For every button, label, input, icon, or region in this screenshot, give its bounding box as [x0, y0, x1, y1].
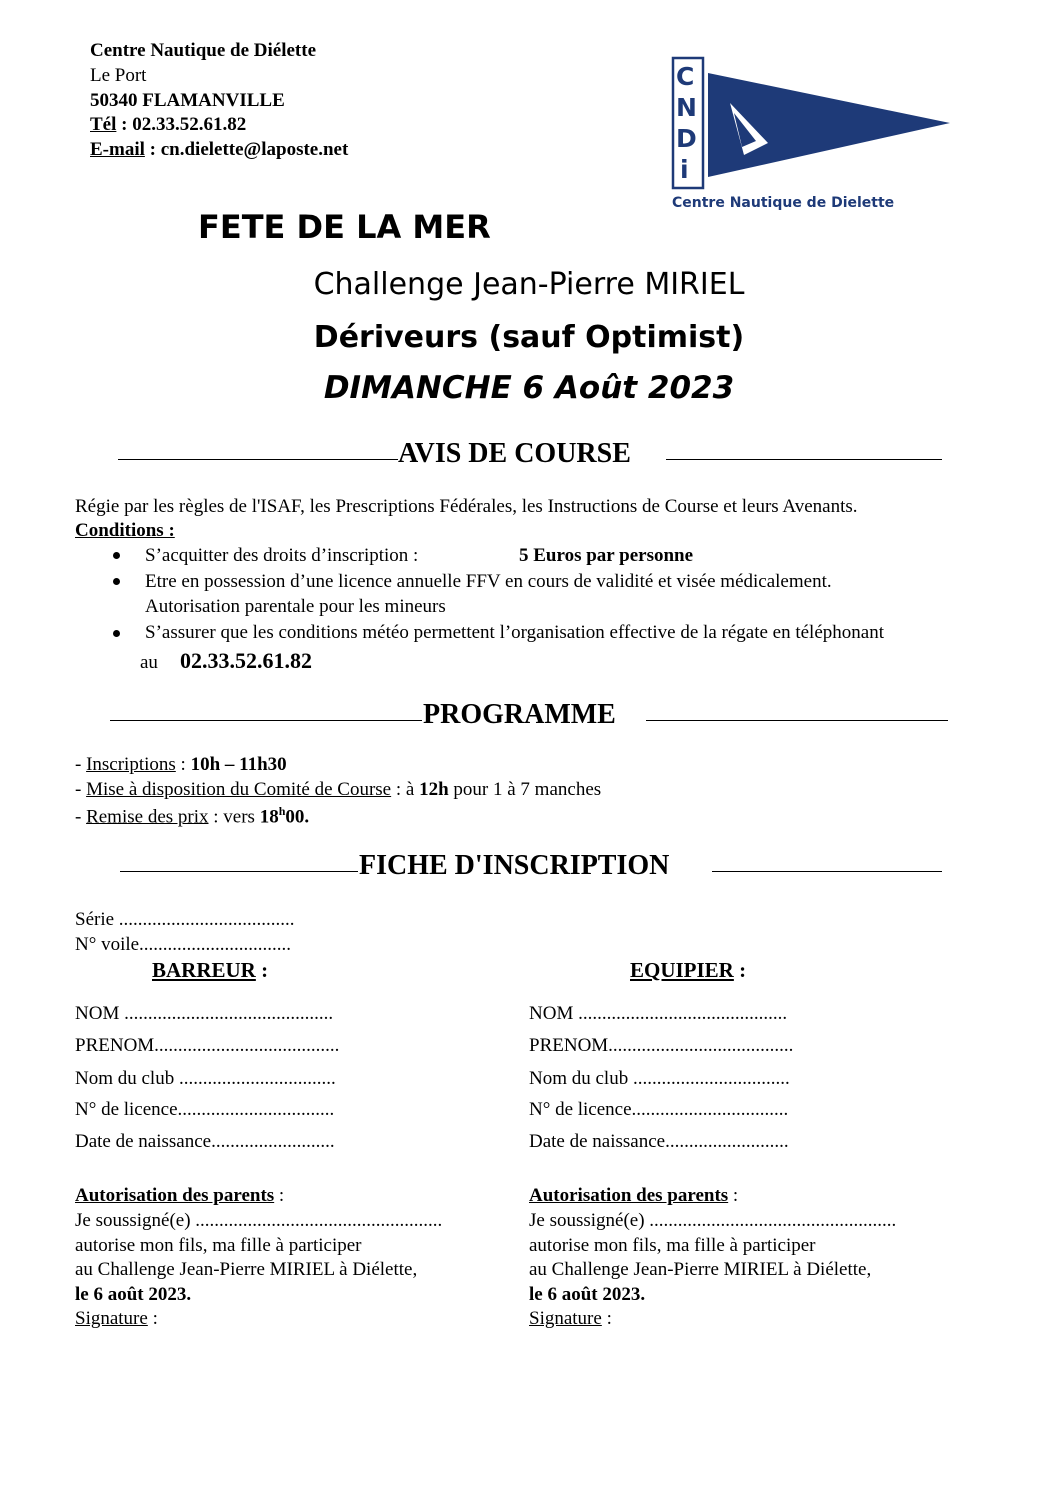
row-sep: :: [175, 754, 191, 775]
barreur-heading: [152, 958, 268, 983]
barreur-auth-date: le 6 août 2023.: [75, 1284, 192, 1305]
dash: -: [75, 779, 87, 800]
barreur-auth-line3: au Challenge Jean-Pierre MIRIEL à Diélette,: [75, 1259, 418, 1280]
equipier-auth-date: le 6 août 2023.: [529, 1284, 646, 1305]
event-title: FETE DE LA MER: [198, 208, 491, 246]
row-value-sup: h: [278, 804, 286, 818]
conditions-label: Conditions :: [75, 520, 175, 541]
condition-3-line1: S’assurer que les conditions météo permettent l’organisation effective de la régate en téléphonant: [145, 622, 884, 643]
equipier-auth-heading: [529, 1185, 738, 1207]
programme-row-inscriptions: [75, 754, 287, 776]
barreur-auth-name-field[interactable]: Je soussigné(e) ....................................................: [75, 1210, 443, 1231]
category-text: Dériveurs (sauf Optimist): [313, 320, 745, 355]
club-logo: [670, 55, 955, 215]
equipier-nom-field[interactable]: NOM ............................................: [529, 1003, 788, 1024]
pennant-logo-icon: [670, 55, 955, 215]
bullet-icon: [113, 578, 120, 585]
condition-1-text: S’acquitter des droits d’inscription :: [145, 545, 419, 566]
row-sep: : à: [391, 779, 420, 800]
email-label: E-mail: [90, 139, 145, 160]
barreur-signature[interactable]: [75, 1308, 158, 1330]
condition-2-line2: Autorisation parentale pour les mineurs: [145, 596, 446, 617]
auth-colon: :: [728, 1185, 739, 1206]
row-value-end: 00.: [285, 806, 310, 828]
challenge-text: Challenge Jean-Pierre MIRIEL: [313, 267, 745, 302]
signature-colon: :: [147, 1308, 158, 1329]
bullet-icon: [113, 630, 120, 637]
row-value: 12h: [419, 779, 449, 800]
signature-label: Signature: [75, 1308, 148, 1329]
equipier-naissance-field[interactable]: Date de naissance..........................: [529, 1131, 789, 1152]
condition-2-line1: Etre en possession d’une licence annuelle FFV en cours de validité et visée médicalement.: [145, 571, 832, 592]
auth-label: Autorisation des parents: [75, 1185, 275, 1206]
divider-left: [120, 871, 358, 872]
dash: -: [75, 806, 87, 828]
row-label: Inscriptions: [86, 754, 176, 775]
signature-colon: :: [601, 1308, 612, 1329]
tel-line: [90, 114, 246, 136]
email-value: : cn.dielette@laposte.net: [144, 139, 349, 160]
city-line: 50340 FLAMANVILLE: [90, 90, 285, 111]
row-value: 10h – 11h30: [190, 754, 287, 775]
divider-right: [646, 720, 948, 721]
tel-value: : 02.33.52.61.82: [116, 114, 247, 135]
email-line: [90, 139, 348, 161]
logo-caption: Centre Nautique de Dielette: [672, 195, 895, 211]
condition-1-price: 5 Euros par personne: [519, 545, 694, 566]
dash: -: [75, 754, 87, 775]
divider-right: [666, 459, 942, 460]
barreur-nom-field[interactable]: NOM ............................................: [75, 1003, 334, 1024]
equipier-prenom-field[interactable]: PRENOM.......................................: [529, 1035, 794, 1056]
row-value: 18: [259, 806, 279, 828]
programme-row-comite: [75, 779, 601, 801]
barreur-label: BARREUR: [152, 958, 256, 982]
logo-letter-n: N: [676, 93, 697, 122]
auth-colon: :: [274, 1185, 285, 1206]
barreur-naissance-field[interactable]: Date de naissance..........................: [75, 1131, 335, 1152]
address-line: Le Port: [90, 65, 147, 86]
org-name: Centre Nautique de Diélette: [90, 40, 317, 61]
programme-row-prix: [75, 804, 309, 828]
equipier-colon: :: [733, 958, 747, 982]
date-text: DIMANCHE 6 Août 2023: [323, 370, 735, 406]
barreur-prenom-field[interactable]: PRENOM.......................................: [75, 1035, 340, 1056]
logo-letter-d: D: [676, 124, 697, 153]
event-challenge: [0, 267, 1058, 302]
equipier-auth-name-field[interactable]: Je soussigné(e) ....................................................: [529, 1210, 897, 1231]
equipier-signature[interactable]: [529, 1308, 612, 1330]
barreur-licence-field[interactable]: N° de licence.................................: [75, 1099, 335, 1120]
condition-3-prefix: au: [140, 652, 158, 673]
divider-left: [118, 459, 398, 460]
voile-field[interactable]: N° voile................................: [75, 934, 292, 955]
divider-left: [110, 720, 422, 721]
fiche-heading: FICHE D'INSCRIPTION: [359, 850, 670, 881]
row-label: Mise à disposition du Comité de Course: [86, 779, 392, 800]
logo-letters: [676, 61, 697, 185]
bullet-icon: [113, 552, 120, 559]
signature-label: Signature: [529, 1308, 602, 1329]
barreur-club-field[interactable]: Nom du club .................................: [75, 1068, 336, 1089]
barreur-colon: :: [255, 958, 269, 982]
event-category: [0, 320, 1058, 355]
logo-letter-i: i: [680, 155, 689, 184]
divider-right: [712, 871, 942, 872]
programme-heading: PROGRAMME: [423, 699, 616, 730]
row-sep: : vers: [208, 806, 260, 828]
avis-heading: AVIS DE COURSE: [398, 438, 631, 469]
avis-intro: Régie par les règles de l'ISAF, les Prescriptions Fédérales, les Instructions de Course et leurs Avenants.: [75, 496, 858, 517]
equipier-club-field[interactable]: Nom du club .................................: [529, 1068, 790, 1089]
auth-label: Autorisation des parents: [529, 1185, 729, 1206]
event-date: [0, 370, 1058, 406]
equipier-licence-field[interactable]: N° de licence.................................: [529, 1099, 789, 1120]
row-label: Remise des prix: [86, 806, 209, 828]
barreur-auth-line2: autorise mon fils, ma fille à participer: [75, 1235, 362, 1256]
logo-letter-c: C: [676, 62, 695, 91]
tel-label: Tél: [90, 114, 117, 135]
equipier-auth-line2: autorise mon fils, ma fille à participer: [529, 1235, 816, 1256]
equipier-auth-line3: au Challenge Jean-Pierre MIRIEL à Diélette,: [529, 1259, 872, 1280]
equipier-label: EQUIPIER: [630, 958, 734, 982]
condition-3-phone: 02.33.52.61.82: [180, 648, 312, 673]
serie-field[interactable]: Série .....................................: [75, 909, 295, 930]
equipier-heading: [630, 958, 746, 983]
barreur-auth-heading: [75, 1185, 284, 1207]
row-rest: pour 1 à 7 manches: [448, 779, 602, 800]
